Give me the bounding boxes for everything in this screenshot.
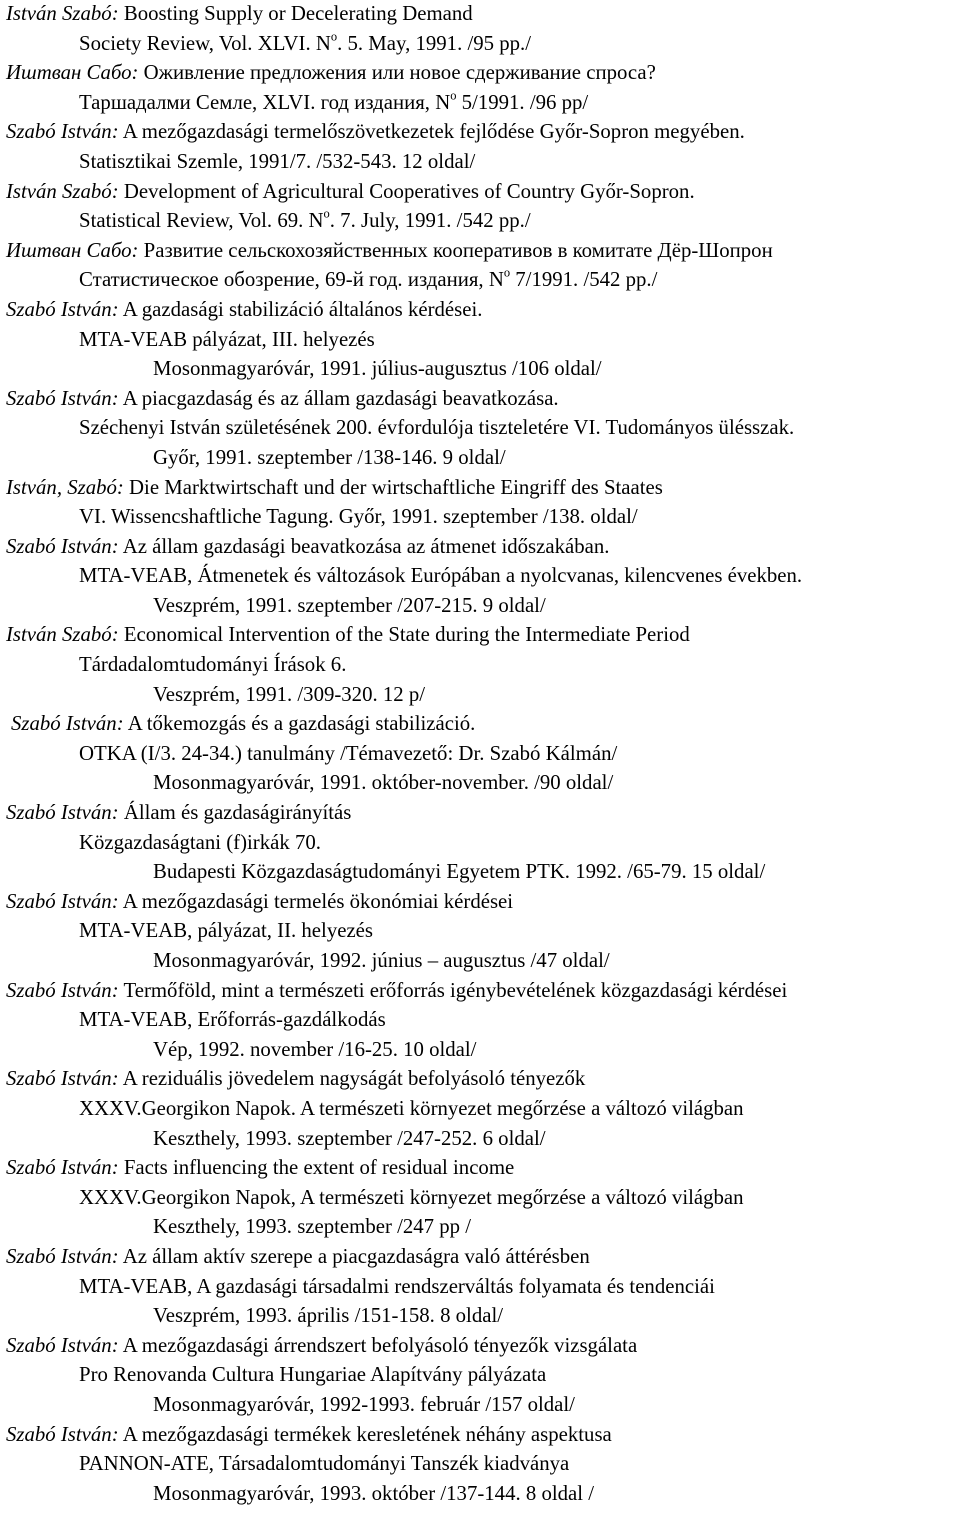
author-name: István, Szabó: [6, 475, 124, 499]
entry-detail-line [0, 1274, 960, 1304]
entry-detail-line [0, 1303, 960, 1333]
entry-detail-line [0, 918, 960, 948]
entry-text: Оживление предложения или новое сдерживание спроса? [138, 61, 656, 85]
entry-text: XXXV.Georgikon Napok. A természeti környezet megőrzése a változó világban [79, 1096, 744, 1120]
entry-text: Society Review, Vol. XLVI. N [79, 31, 331, 55]
number-sign-superscript: o [323, 206, 330, 221]
entry-text: Mosonmagyaróvár, 1991. október-november. /90 oldal/ [153, 771, 614, 795]
author-name: Szabó István: [6, 1067, 119, 1091]
entry-text: MTA-VEAB pályázat, III. helyezés [79, 327, 375, 351]
entry-text: Mosonmagyaróvár, 1991. július-augusztus /106 oldal/ [153, 357, 602, 381]
author-name: István Szabó: [6, 179, 119, 203]
entry-detail-line [0, 90, 960, 120]
entry-title-line [0, 800, 960, 830]
author-name: István Szabó: [6, 2, 119, 25]
entry-text: Mosonmagyaróvár, 1993. október /137-144. 8 oldal / [153, 1481, 595, 1505]
entry-detail-line [0, 1007, 960, 1037]
entry-text-continued: . 5. May, 1991. /95 pp./ [337, 31, 532, 55]
entry-text: VI. Wissencshaftliche Tagung. Győr, 1991. szeptember /138. oldal/ [79, 505, 638, 529]
author-name: Иштван Сабо: [6, 238, 139, 262]
entry-detail-line [0, 682, 960, 712]
entry-title-line [0, 1244, 960, 1274]
entry-detail-line [0, 1096, 960, 1126]
entry-text: Die Marktwirtschaft und der wirtschaftliche Eingriff des Staates [123, 475, 663, 499]
entry-title-line [0, 119, 960, 149]
entry-text: Statistical Review, Vol. 69. N [79, 209, 324, 233]
author-name: Szabó István: [6, 386, 119, 410]
entry-detail-line [0, 1362, 960, 1392]
entry-detail-line [0, 741, 960, 771]
entry-title-line [0, 238, 960, 268]
entry-title-line [0, 475, 960, 505]
entry-text: Статистическое обозрение, 69-й год. издания, N [79, 268, 504, 292]
entry-detail-line [0, 593, 960, 623]
entry-text: MTA-VEAB, Erőforrás-gazdálkodás [79, 1008, 386, 1032]
entry-detail-line [0, 356, 960, 386]
entry-text: Pro Renovanda Cultura Hungariae Alapítvány pályázata [79, 1363, 547, 1387]
entry-detail-line [0, 859, 960, 889]
entry-text: Boosting Supply or Decelerating Demand [118, 2, 473, 25]
entry-text: Развитие сельскохозяйственных кооперативов в комитате Дёр-Шопрон [138, 238, 773, 262]
author-name: Szabó István: [6, 1244, 119, 1268]
entry-detail-line [0, 1126, 960, 1156]
entry-detail-line [0, 948, 960, 978]
entry-title-line [0, 711, 960, 741]
author-name: Szabó István: [6, 1422, 119, 1446]
entry-text: A mezőgazdasági árrendszert befolyásoló tényezők vizsgálata [118, 1333, 638, 1357]
author-name: Szabó István: [6, 297, 119, 321]
entry-title-line [0, 297, 960, 327]
entry-text: Termőföld, mint a természeti erőforrás igénybevételének közgazdasági kérdései [118, 978, 788, 1002]
entry-detail-line [0, 830, 960, 860]
entry-detail-line [0, 504, 960, 534]
author-name: Szabó István: [6, 534, 119, 558]
entry-detail-line [0, 652, 960, 682]
author-name: Szabó István: [11, 712, 124, 736]
entry-text: Az állam gazdasági beavatkozása az átmenet időszakában. [118, 534, 610, 558]
entry-detail-line [0, 327, 960, 357]
entry-detail-line [0, 445, 960, 475]
entry-text: Veszprém, 1991. szeptember /207-215. 9 oldal/ [153, 593, 546, 617]
entry-title-line [0, 978, 960, 1008]
entry-detail-line [0, 415, 960, 445]
author-name: István Szabó: [6, 623, 119, 647]
entry-detail-line [0, 208, 960, 238]
entry-text: MTA-VEAB, Átmenetek és változások Európában a nyolcvanas, kilencvenes években. [79, 564, 803, 588]
entry-text: A piacgazdaság és az állam gazdasági beavatkozása. [118, 386, 559, 410]
entry-text: Veszprém, 1993. április /151-158. 8 oldal/ [153, 1304, 504, 1328]
entry-text: A mezőgazdasági termelés ökonómiai kérdései [118, 889, 514, 913]
entry-text: Mosonmagyaróvár, 1992-1993. február /157 oldal/ [153, 1392, 575, 1416]
entry-title-line [0, 534, 960, 564]
entry-detail-line [0, 1481, 960, 1511]
entry-text: Állam és gazdaságirányítás [118, 801, 352, 825]
entry-title-line [0, 889, 960, 919]
entry-detail-line [0, 563, 960, 593]
entry-text: Az állam aktív szerepe a piacgazdaságra való áttérésben [118, 1244, 590, 1268]
entry-text: Keszthely, 1993. szeptember /247 pp / [153, 1215, 472, 1239]
number-sign-superscript: o [450, 88, 457, 103]
entry-title-line [0, 1155, 960, 1185]
entry-title-line [0, 179, 960, 209]
entry-text: Közgazdaságtani (f)irkák 70. [79, 830, 321, 854]
entry-text: MTA-VEAB, A gazdasági társadalmi rendszerváltás folyamata és tendenciái [79, 1274, 715, 1298]
author-name: Szabó István: [6, 1333, 119, 1357]
author-name: Szabó István: [6, 1156, 119, 1180]
entry-text: OTKA (I/3. 24-34.) tanulmány /Témavezető: Dr. Szabó Kálmán/ [79, 741, 618, 765]
author-name: Иштван Сабо: [6, 61, 139, 85]
entry-detail-line [0, 267, 960, 297]
entry-title-line [0, 386, 960, 416]
entry-title-line [0, 1333, 960, 1363]
entry-title-line [0, 60, 960, 90]
entry-detail-line [0, 1214, 960, 1244]
entry-detail-line [0, 770, 960, 800]
entry-text: PANNON-ATE, Társadalomtudományi Tanszék kiadványa [79, 1452, 570, 1476]
entry-text-continued: 5/1991. /96 pp/ [456, 90, 589, 114]
entry-title-line [0, 1, 960, 31]
entry-text: Vép, 1992. november /16-25. 10 oldal/ [153, 1037, 477, 1061]
entry-text-continued: . 7. July, 1991. /542 pp./ [329, 209, 531, 233]
entry-title-line [0, 622, 960, 652]
entry-text: Facts influencing the extent of residual income [118, 1156, 515, 1180]
entry-text: Mosonmagyaróvár, 1992. június – augusztus /47 oldal/ [153, 949, 610, 972]
entry-text: Таршадалми Семле, XLVI. год издания, N [79, 90, 451, 114]
entry-detail-line [0, 1451, 960, 1481]
entry-text: A tőkemozgás és a gazdasági stabilizáció. [123, 712, 476, 736]
entry-text: Budapesti Közgazdaságtudományi Egyetem PTK. 1992. /65-79. 15 oldal/ [153, 860, 766, 884]
entry-text: A reziduális jövedelem nagyságát befolyásoló tényezők [118, 1067, 586, 1091]
entry-text: Economical Intervention of the State during the Intermediate Period [118, 623, 690, 647]
entry-detail-line [0, 149, 960, 179]
entry-detail-line [0, 1392, 960, 1422]
entry-text: XXXV.Georgikon Napok, A természeti környezet megőrzése a változó világban [79, 1185, 744, 1209]
author-name: Szabó István: [6, 889, 119, 913]
entry-detail-line [0, 31, 960, 61]
author-name: Szabó István: [6, 978, 119, 1002]
entry-text: Veszprém, 1991. /309-320. 12 p/ [153, 682, 426, 706]
entry-title-line [0, 1422, 960, 1452]
author-name: Szabó István: [6, 801, 119, 825]
author-name: Szabó István: [6, 120, 119, 144]
entry-title-line [0, 1066, 960, 1096]
entry-detail-line [0, 1185, 960, 1215]
number-sign-superscript: o [330, 29, 338, 44]
entry-text: Statisztikai Szemle, 1991/7. /532-543. 12 oldal/ [79, 149, 476, 173]
entry-text: Széchenyi István születésének 200. évfordulója tiszteletére VI. Tudományos ülésszak. [79, 416, 795, 440]
entry-text: A gazdasági stabilizáció általános kérdései. [118, 297, 483, 321]
number-sign-superscript: o [503, 265, 511, 280]
entry-detail-line [0, 1037, 960, 1067]
entry-text-continued: 7/1991. /542 pp./ [510, 268, 658, 292]
entry-text: A mezőgazdasági termékek keresletének néhány aspektusa [118, 1422, 612, 1446]
entry-text: Development of Agricultural Cooperatives of Country Győr-Sopron. [118, 179, 695, 203]
entry-text: Keszthely, 1993. szeptember /247-252. 6 oldal/ [153, 1126, 546, 1150]
entry-text: MTA-VEAB, pályázat, II. helyezés [79, 919, 373, 943]
entry-text: Tárdadalomtudományi Írások 6. [79, 653, 347, 677]
entry-text: Győr, 1991. szeptember /138-146. 9 oldal/ [153, 445, 506, 469]
entry-text: A mezőgazdasági termelőszövetkezetek fejlődése Győr-Sopron megyében. [118, 120, 745, 144]
